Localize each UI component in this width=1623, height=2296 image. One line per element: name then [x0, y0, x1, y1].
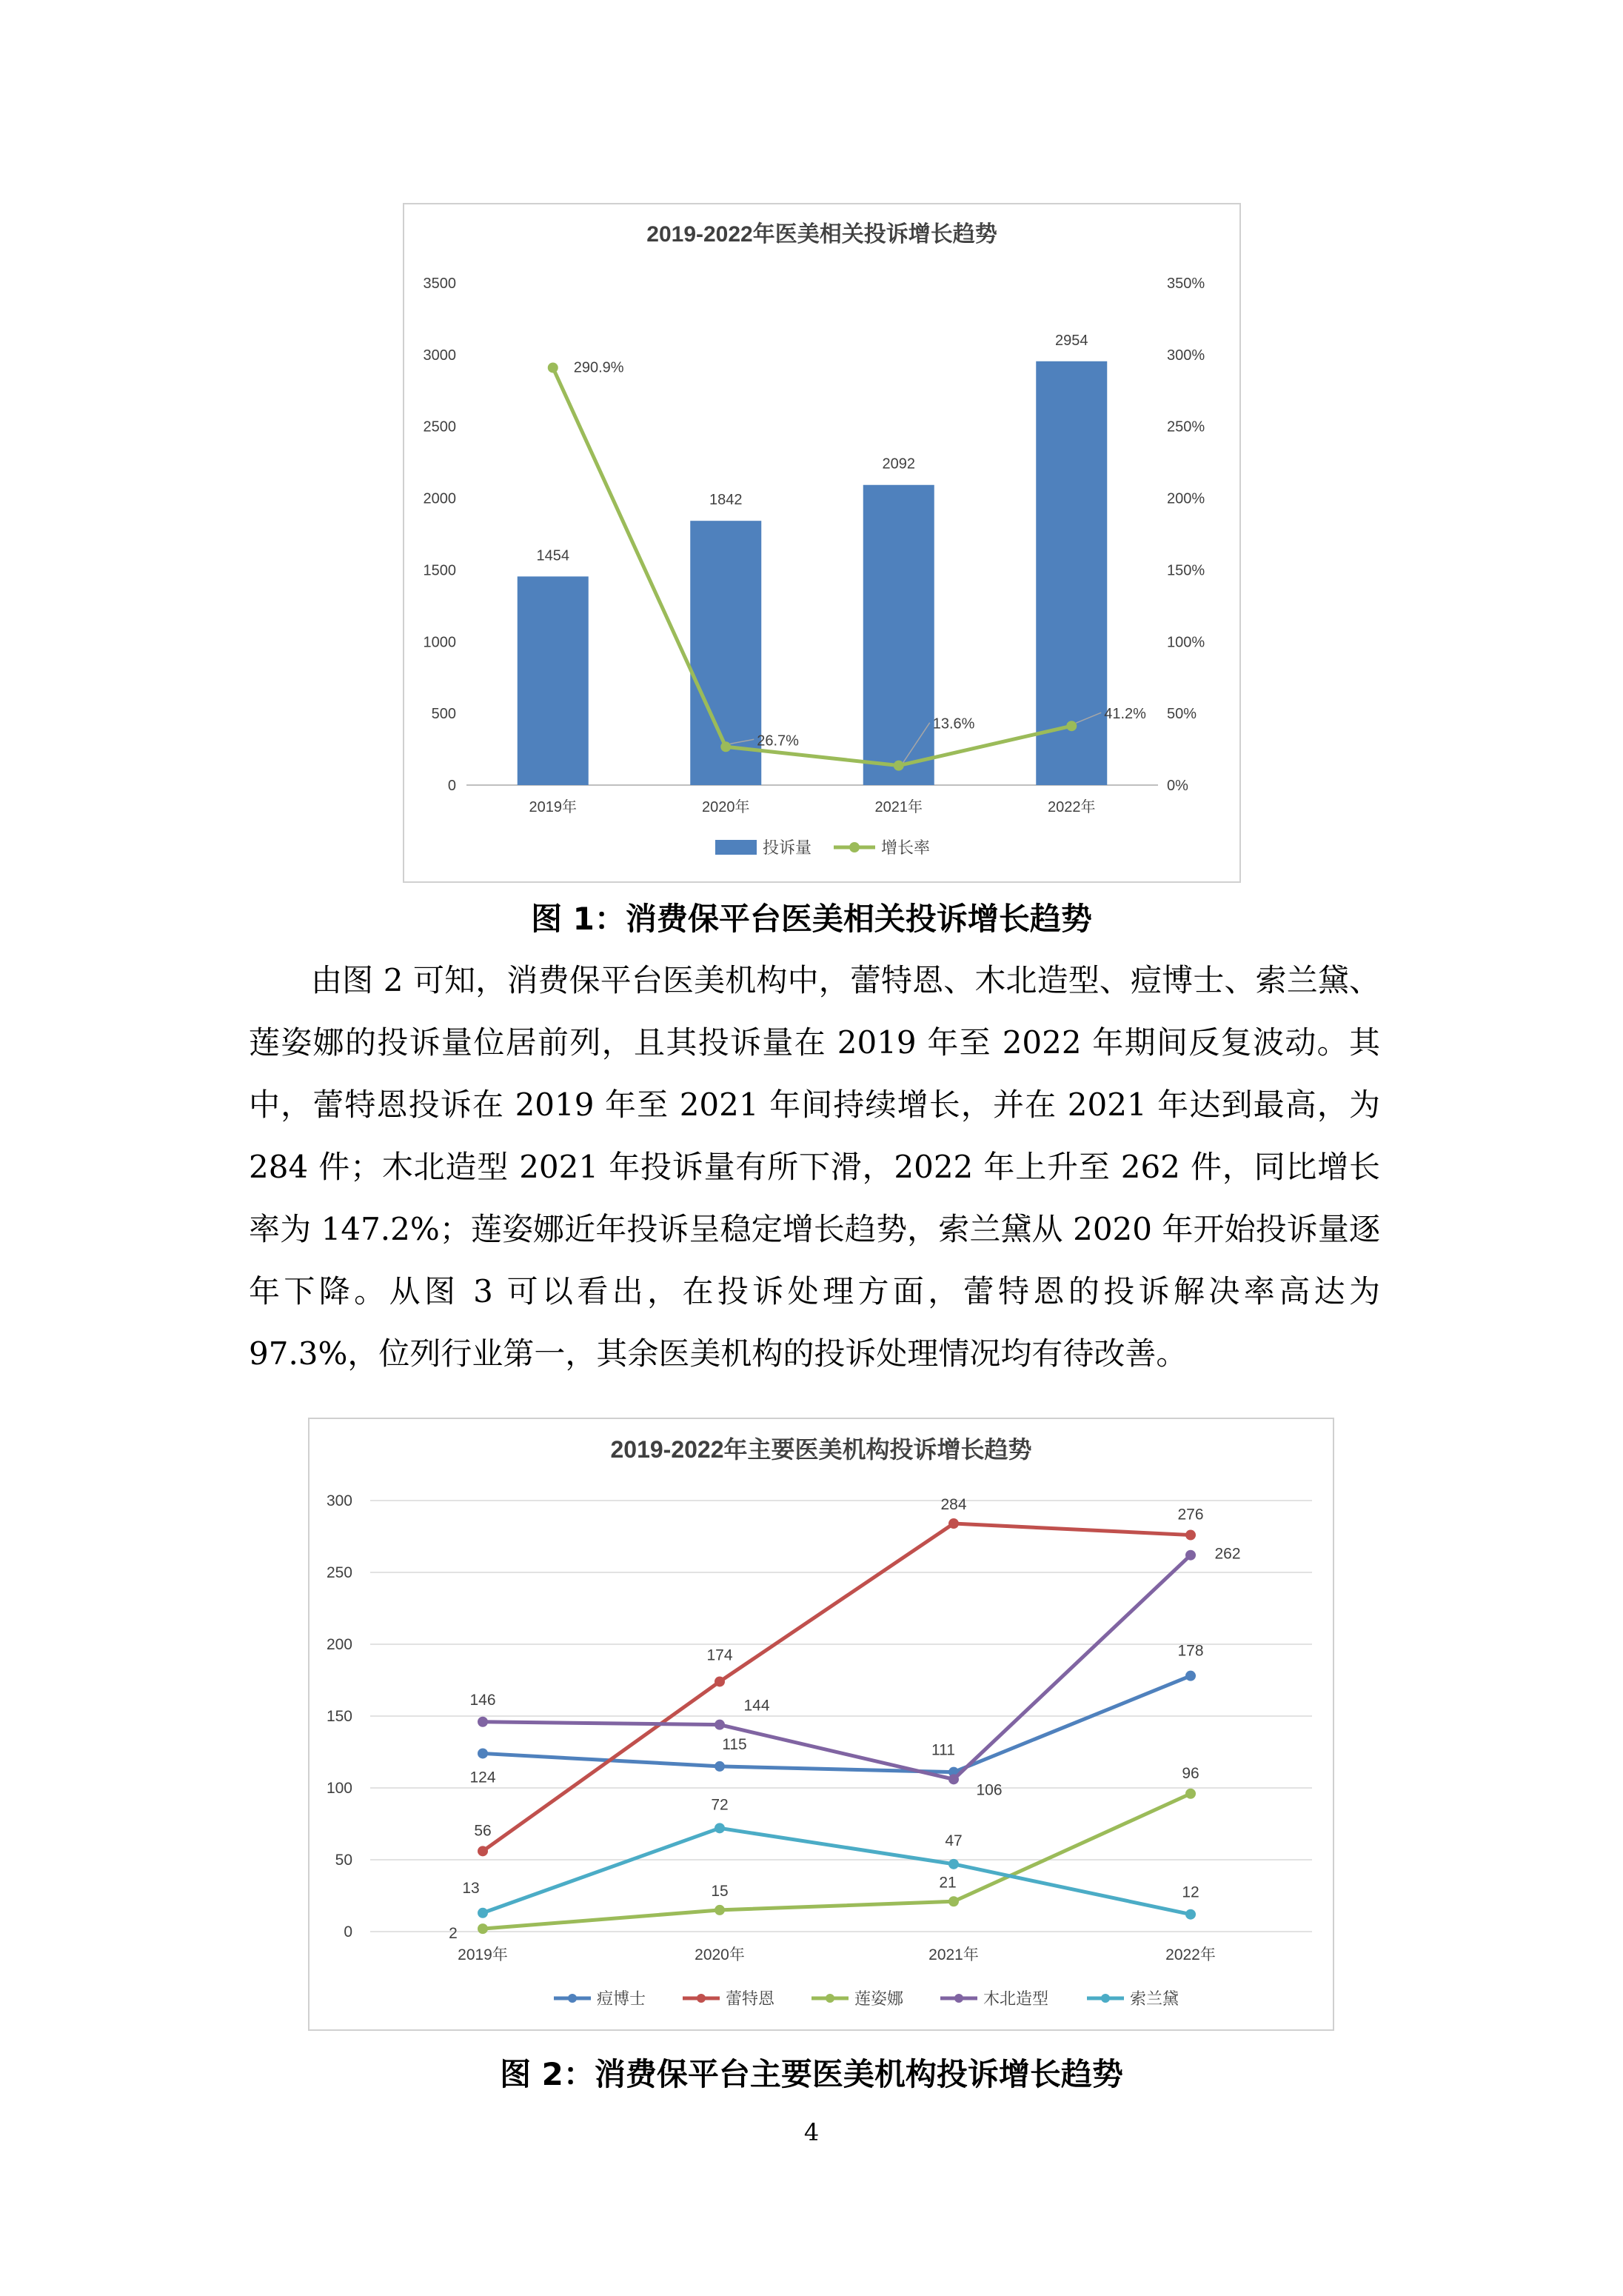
legend-swatch-marker	[697, 1994, 706, 2003]
legend-swatch-marker	[954, 1994, 963, 2003]
legend-label: 索兰黛	[1130, 1989, 1179, 2008]
y-right-tick-label: 250%	[1167, 418, 1205, 435]
legend-swatch-marker	[849, 842, 860, 852]
body-paragraph: 由图 2 可知，消费保平台医美机构中，蕾特恩、木北造型、痘博士、索兰黛、莲姿娜的投诉量位居前列，且其投诉量在 2019 年至 2022 年期间反复波动。其中，蕾特恩投诉在 2019 年至 2021 年间持续增长，并在 2021 年达到最高，为 284 件；木北造型 2021 年投诉量有所下滑，2022 年上升至 262 件，同比增长率为 147.2%；莲姿娜近年投诉呈稳定增长趋势，索兰黛从 2020 年开始投诉量逐年下降。从图 3 可以看出，在投诉处理方面，蕾特恩的投诉解决率高达为 97.3%，位列行业第一，其余医美机构的投诉处理情况均有待改善。	[249, 962, 1380, 1372]
legend-label: 蕾特恩	[726, 1989, 775, 2008]
bar-data-label: 1454	[536, 547, 569, 564]
legend-label: 痘博士	[597, 1989, 646, 2008]
point-data-label: 115	[722, 1735, 747, 1753]
y-right-tick-label: 0%	[1167, 778, 1188, 794]
legend-label: 投诉量	[763, 838, 812, 857]
series-line	[483, 1794, 1191, 1929]
growth-rate-point	[1066, 721, 1077, 731]
series-point	[1185, 1530, 1196, 1541]
bar-data-label: 1842	[709, 492, 743, 509]
point-data-label: 106	[976, 1781, 1003, 1799]
series-point	[478, 1748, 488, 1758]
x-tick-label: 2020年	[695, 1946, 745, 1963]
y-right-tick-label: 200%	[1167, 490, 1205, 507]
series-point	[948, 1518, 959, 1529]
legend-swatch-marker	[568, 1994, 577, 2003]
x-tick-label: 2019年	[529, 799, 577, 815]
page-number: 4	[803, 2118, 820, 2146]
bar	[518, 576, 589, 785]
point-data-label: 56	[474, 1822, 492, 1840]
point-data-label: 2	[449, 1925, 458, 1943]
series-point	[478, 1846, 488, 1856]
figure1-chart-svg	[404, 204, 1239, 881]
series-point	[1185, 1789, 1196, 1799]
series-point	[948, 1774, 959, 1784]
figure1-chart	[403, 203, 1241, 883]
series-point	[715, 1720, 725, 1730]
point-data-label: 47	[945, 1832, 963, 1849]
y-right-tick-label: 300%	[1167, 347, 1205, 364]
figure2-caption: 图 2：消费保平台主要医美机构投诉增长趋势	[500, 2056, 1123, 2092]
y-left-tick-label: 2500	[423, 418, 456, 435]
y-tick-label: 150	[326, 1708, 352, 1725]
y-left-tick-label: 0	[447, 778, 456, 794]
y-left-tick-label: 3500	[423, 276, 456, 292]
legend-swatch-marker	[1101, 1994, 1110, 2003]
line-data-label: 41.2%	[1104, 706, 1146, 723]
y-left-tick-label: 1000	[423, 634, 456, 651]
figure2-chart	[308, 1418, 1334, 2031]
point-data-label: 13	[462, 1879, 480, 1897]
growth-rate-line	[553, 367, 1072, 765]
y-tick-label: 300	[326, 1492, 352, 1509]
point-data-label: 178	[1177, 1642, 1204, 1660]
point-data-label: 276	[1177, 1506, 1204, 1524]
point-data-label: 15	[711, 1882, 729, 1900]
series-point	[948, 1896, 959, 1906]
x-tick-label: 2022年	[1048, 799, 1096, 815]
point-data-label: 96	[1182, 1764, 1199, 1782]
figure2-chart-svg	[309, 1419, 1333, 2029]
chart-title: 2019-2022年医美相关投诉增长趋势	[646, 222, 997, 247]
growth-rate-point	[720, 741, 731, 752]
legend-label: 增长率	[881, 838, 931, 857]
point-data-label: 144	[743, 1697, 770, 1715]
x-tick-label: 2019年	[458, 1946, 508, 1963]
y-tick-label: 0	[344, 1923, 352, 1940]
series-point	[1185, 1909, 1196, 1920]
series-point	[715, 1905, 725, 1915]
point-data-label: 146	[469, 1691, 496, 1709]
series-point	[715, 1676, 725, 1686]
figure1-caption: 图 1：消费保平台医美相关投诉增长趋势	[531, 901, 1092, 937]
y-tick-label: 250	[326, 1564, 352, 1581]
point-data-label: 12	[1182, 1883, 1199, 1901]
x-tick-label: 2021年	[928, 1946, 979, 1963]
line-data-label: 290.9%	[573, 359, 624, 376]
y-left-tick-label: 3000	[423, 347, 456, 364]
y-tick-label: 100	[326, 1780, 352, 1797]
series-point	[478, 1923, 488, 1934]
y-right-tick-label: 100%	[1167, 634, 1205, 651]
series-point	[948, 1859, 959, 1869]
point-data-label: 284	[940, 1496, 967, 1514]
series-point	[715, 1761, 725, 1772]
x-tick-label: 2020年	[702, 799, 750, 815]
series-line	[483, 1555, 1191, 1780]
series-point	[478, 1717, 488, 1727]
x-tick-label: 2021年	[874, 799, 923, 815]
legend-label: 木北造型	[983, 1989, 1049, 2008]
point-data-label: 174	[706, 1646, 733, 1664]
point-data-label: 111	[931, 1741, 955, 1759]
y-left-tick-label: 1500	[423, 562, 456, 579]
point-data-label: 124	[469, 1769, 496, 1786]
legend-label: 莲姿娜	[854, 1989, 904, 2008]
y-tick-label: 50	[335, 1852, 352, 1869]
series-point	[715, 1823, 725, 1833]
series-point	[478, 1908, 488, 1918]
y-right-tick-label: 150%	[1167, 562, 1205, 579]
line-data-label: 26.7%	[757, 732, 799, 750]
point-data-label: 262	[1214, 1545, 1241, 1563]
legend-swatch-marker	[826, 1994, 834, 2003]
y-right-tick-label: 350%	[1167, 276, 1205, 292]
x-tick-label: 2022年	[1165, 1946, 1216, 1963]
bar-data-label: 2092	[882, 455, 915, 473]
legend-swatch-bar	[715, 840, 757, 855]
bar	[863, 485, 934, 785]
series-point	[1185, 1550, 1196, 1561]
chart-title: 2019-2022年主要医美机构投诉增长趋势	[610, 1436, 1032, 1463]
series-point	[1185, 1671, 1196, 1681]
y-left-tick-label: 500	[431, 706, 456, 723]
point-data-label: 72	[711, 1796, 729, 1814]
point-data-label: 21	[939, 1874, 957, 1892]
growth-rate-point	[548, 362, 558, 373]
y-right-tick-label: 50%	[1167, 706, 1197, 723]
line-data-label: 13.6%	[932, 715, 975, 732]
bar-data-label: 2954	[1055, 332, 1088, 349]
growth-rate-point	[894, 761, 904, 771]
y-tick-label: 200	[326, 1636, 352, 1653]
y-left-tick-label: 2000	[423, 490, 456, 507]
